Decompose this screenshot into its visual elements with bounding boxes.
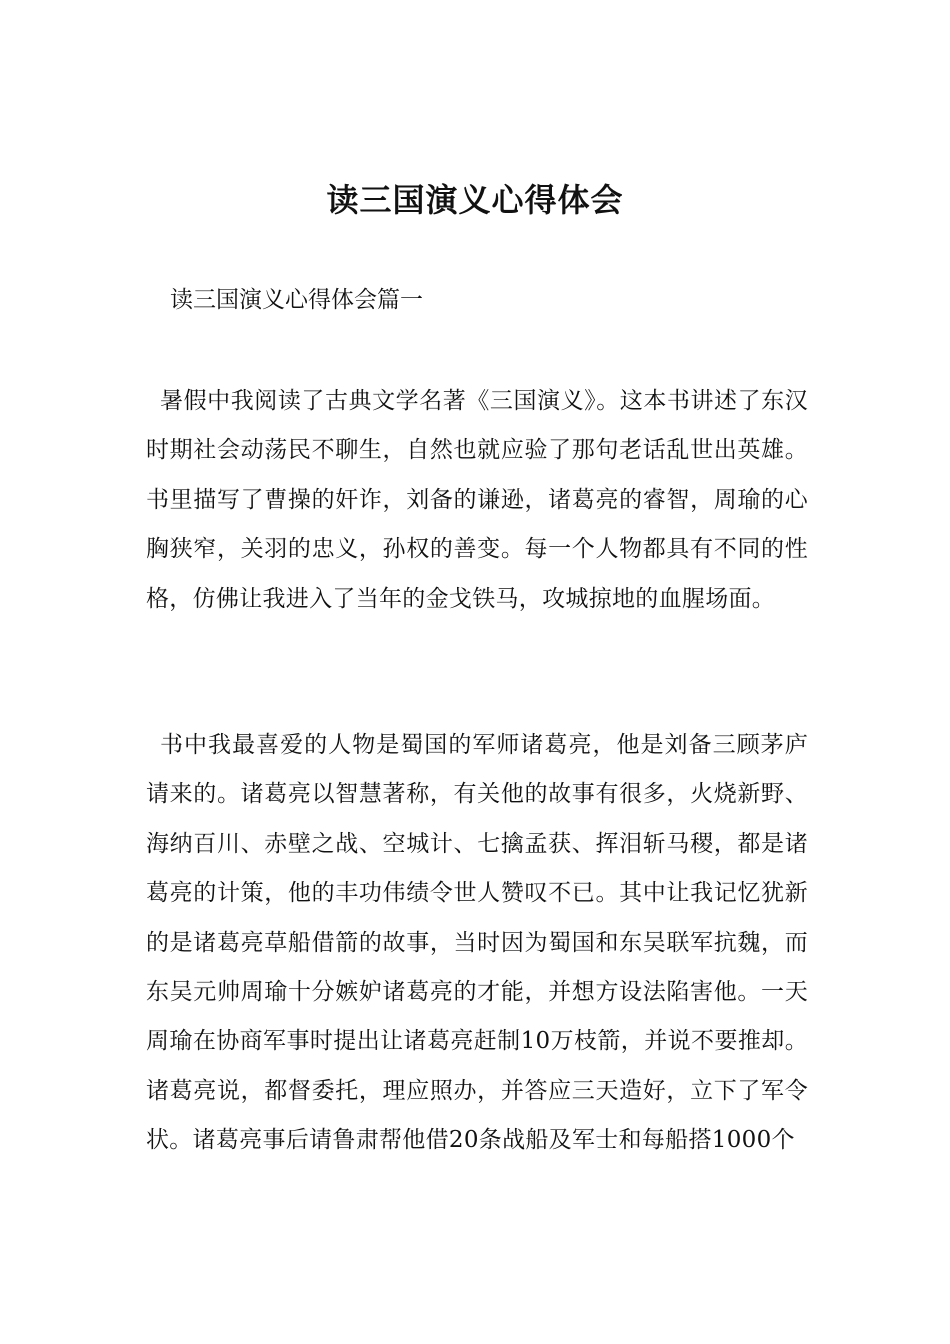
paragraph-2: 书中我最喜爱的人物是蜀国的军师诸葛亮，他是刘备三顾茅庐请来的。诸葛亮以智慧著称，有关他的故事有很多，火烧新野、海纳百川、赤壁之战、空城计、七擒孟获、挥泪斩马稷，都是诸葛亮的计策，他的丰功伟绩令世人赞叹不已。其中让我记忆犹新的是诸葛亮草船借箭的故事，当时因为蜀国和东吴联军抗魏，而东吴元帅周瑜十分嫉妒诸葛亮的才能，并想方设法陷害他。一天周瑜在协商军事时提出让诸葛亮赶制10万枝箭，并说不要推却。诸葛亮说，都督委托，理应照办，并答应三天造好，立下了军令状。诸葛亮事后请鲁肃帮他借20条战船及军士和每船搭1000个 bbox=[146, 732, 808, 1154]
document-title: 读三国演义心得体会 bbox=[326, 181, 624, 219]
section-heading: 读三国演义心得体会篇一 bbox=[170, 287, 423, 313]
paragraph-1: 暑假中我阅读了古典文学名著《三国演义》。这本书讲述了东汉时期社会动荡民不聊生，自然也就应验了那句老话乱世出英雄。书里描写了曹操的奸诈，刘备的谦逊，诸葛亮的睿智，周瑜的心胸狭窄，关羽的忠义，孙权的善变。每一个人物都具有不同的性格，仿佛让我进入了当年的金戈铁马，攻城掠地的血腥场面。 bbox=[146, 388, 808, 612]
